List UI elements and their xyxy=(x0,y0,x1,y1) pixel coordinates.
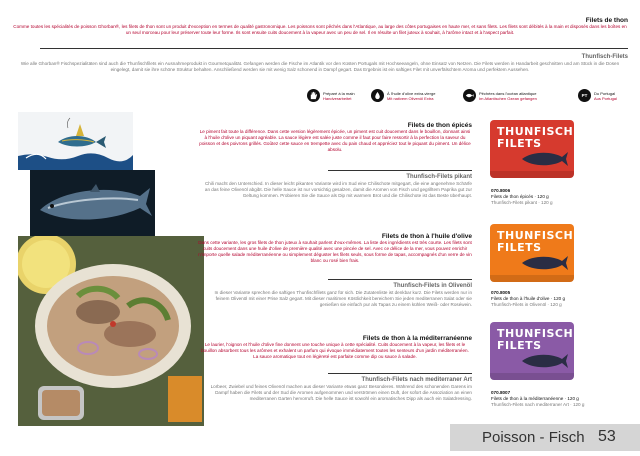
section-title: Poisson - Fisch xyxy=(482,429,585,446)
product-1-text-fr: Le piment fait toute la différence. Dans cette version légèrement épicée, un piment est cuit doucement dans le bouillon, donnant ainsi à l'huile d'olive un piquant agréable. La sauce légère est salée juste comme il faut pour faire ressortir à la perfection la saveur du poisson et des poivrons grillés. Goûtez cette sauce en trempette avec du pain chaud et appréciez tout le piquant du piment. Un délice absolu. xyxy=(199,129,471,152)
feature-label-de: Handverarbeitet xyxy=(323,95,352,101)
can-brand-label: THUNFISCH FILETS xyxy=(497,327,574,352)
tuna-fish-icon xyxy=(520,149,570,169)
page-number: 53 xyxy=(598,428,616,445)
product-1-title-de: Thunfisch-Filets pikant xyxy=(406,174,472,180)
tuna-fish-icon xyxy=(520,253,570,273)
feature-label-fr: À l'huile d'olive extra-vierge xyxy=(387,90,436,96)
feature-label-de: Aus Portugal xyxy=(594,95,617,101)
product-3-sku: 070.8007 Filets de thon à la méditerranéenne · 120 g Thunfisch-Filets nach mediterraner Art · 120 g xyxy=(491,390,585,407)
product-1-name-de: Thunfisch-Filets pikant · 120 g xyxy=(491,200,553,205)
feature-label-de: Mit nativem Olivenöl Extra xyxy=(387,95,434,101)
product-3-can xyxy=(490,322,574,380)
hand-icon xyxy=(307,89,320,102)
feature-oil xyxy=(371,89,435,102)
product-1-sku: 070.8006 Filets de thon épicés · 120 g Thunfisch-Filets pikant · 120 g xyxy=(491,188,553,205)
product-1-title-fr: Filets de thon épicés xyxy=(407,122,472,129)
product-2-text-fr: Dans cette variante, les gros filets de thon juteux à souhait parlent d'eux-mêmes. La liste des ingrédients est très courte. Les filets sont cuits doucement dans une huile d'olive de première qualité avec une pincée de sel. Avec ce délice de la mer, vous pouvez enrichir n'importe quelle salade méditerranéenne ou simplement déguster les filets seuls, sous forme de tapas, accompagnés d'un verre de vin blanc ou rosé bien frais. xyxy=(198,240,472,263)
header-text-fr: Comme toutes les spécialités de poisson Ghorban®, les filets de thon sont un produit d'exception en termes de qualité gastronomique. Les poissons sont pêchés dans l'Atlantique, au large des côtes portugaises en haute mer, et sans filets. Les filets sont débités à la main et disposés dans les boîtes en un seul morceau pour leur préserver toute leur forme. Ils sont ensuite cuits doucement à la vapeur avec un peu de sel. Il en résulte un filet juteux à souhait, à l'arôme intact et à l'aspect parfait. xyxy=(13,24,627,35)
header-title-de: Thunfisch-Filets xyxy=(581,54,628,60)
product-2-can xyxy=(490,224,574,282)
feature-label-fr: Pêchées dans l'océan atlantique xyxy=(479,90,537,96)
feature-portugal xyxy=(578,89,617,102)
product-1-text-de: Chili macht den Unterschied. In dieser leicht pikanten Variante wird im Sud eine Chilischote mitgegart, die eine angenehme Schärfe an das feine Olivenöl abgibt. Die helle Sauce ist nur vorsichtig gesalzen, damit die Aromen von Fisch und gegrilltem Paprika gut zur Geltung kommen. Probieren Sie die Sauce als Dip mit warmem Brot und die Chilischote ist das Beste überhaupt. xyxy=(204,181,472,198)
product-2-divider xyxy=(328,279,472,280)
product-3-text-fr: Le laurier, l'oignon et l'huile d'olive fine donnent une touche unique à cette spécialité. Cuits doucement à la vapeur, les filets et le bouillon absorbent tous les arômes et exhalent un parfum qui évoque immédiatement toutes les senteurs d'un jardin méditerranéen. La sauce aromatique tout en légèreté est parfaite comme dip ou sauce à salade. xyxy=(201,342,469,359)
product-3-title-de: Thunfisch-Filets nach mediterraner Art xyxy=(361,377,472,383)
product-1-divider xyxy=(328,170,472,171)
product-1-can xyxy=(490,120,574,178)
header-text-de: Wie alle Ghorban® Fischspezialitäten sind auch die Thunfischfilets ein Ausnahmeprodukt in Gourmetqualität. Gefangen werden die Fische im Atlantik vor den Küsten Portugals mit Hochseeangeln, ohne Einsatz von Netzen. Die Filets werden in Handarbeit geschnitten und am Stück in die Dosen eingelegt, damit sie ihre schöne Struktur behalten. Anschließend werden sie mit wenig Salz schonend in Dampf gegart. Das Ergebnis ist ein saftiges Filet mit unverfälschtem Aroma und perfektem Aussehen. xyxy=(20,61,620,72)
tuna-fish-icon xyxy=(520,351,570,371)
product-3-divider xyxy=(328,373,472,374)
oil-drop-icon xyxy=(371,89,384,102)
product-3-title-fr: Filets de thon à la méditerranéenne xyxy=(362,335,472,342)
page-footer xyxy=(450,424,640,451)
product-2-title-fr: Filets de thon à l'huile d'olive xyxy=(381,233,472,240)
fishing-icon xyxy=(463,89,476,102)
product-3-name-fr: Filets de thon à la méditerranéenne · 120 g xyxy=(491,396,579,401)
photo-fresh-tuna xyxy=(30,170,155,236)
can-brand-label: THUNFISCH FILETS xyxy=(497,125,574,150)
product-3-name-de: Thunfisch-Filets nach mediterraner Art · 120 g xyxy=(491,402,585,407)
product-2-text-de: In dieser Variante sprechen die saftigen Thunfischfilets ganz für sich. Die Zutatenliste ist denkbar kurz. Die Filets werden nur in feinem Olivenöl mit einer Prise Salz gegart. Mit dieser maritimen Köstlichkeit bereichern Sie jeden mediterranen Salat oder sie genießen sie einfach pur als Tapas zu einem kühlen Weiß- oder Roséwein. xyxy=(214,290,472,307)
product-2-name-fr: Filets de thon à l'huile d'olive · 120 g xyxy=(491,296,566,301)
photo-tuna-dish xyxy=(18,236,204,426)
can-brand-label: THUNFISCH FILETS xyxy=(497,229,574,254)
header-title-fr: Filets de thon xyxy=(585,17,628,24)
feature-hand xyxy=(307,89,355,102)
feature-ocean xyxy=(463,89,537,102)
header-divider xyxy=(40,48,628,49)
feature-label-de: Im Atlantischen Ozean gefangen xyxy=(479,95,537,101)
photo-jumping-tuna xyxy=(18,112,133,170)
product-2-sku: 070.8005 Filets de thon à l'huile d'olive · 120 g Thunfisch-Filets in Olivenöl · 120 g xyxy=(491,290,566,307)
product-1-name-fr: Filets de thon épicés · 120 g xyxy=(491,194,549,199)
pt-badge-icon: PT xyxy=(578,89,591,102)
product-3-text-de: Lorbeer, Zwiebel und feines Olivenöl machen aus dieser Variante etwas ganz Besonderes. Während des schonenden Garens im Dampf haben die Filets und der Sud die Aromen aufgenommen und verströmen einen Duft, der sofort die Assoziation an einen mediterranen Garten hervorruft. Die helle Sauce ist sowohl ein aromatisches Dipp als auch ein Salatdressing. xyxy=(210,384,472,401)
product-2-name-de: Thunfisch-Filets in Olivenöl · 120 g xyxy=(491,302,562,307)
feature-label-fr: Du Portugal xyxy=(594,90,616,96)
feature-label-fr: Préparé à la main xyxy=(323,90,355,96)
product-2-title-de: Thunfisch-Filets in Olivenöl xyxy=(393,283,472,289)
